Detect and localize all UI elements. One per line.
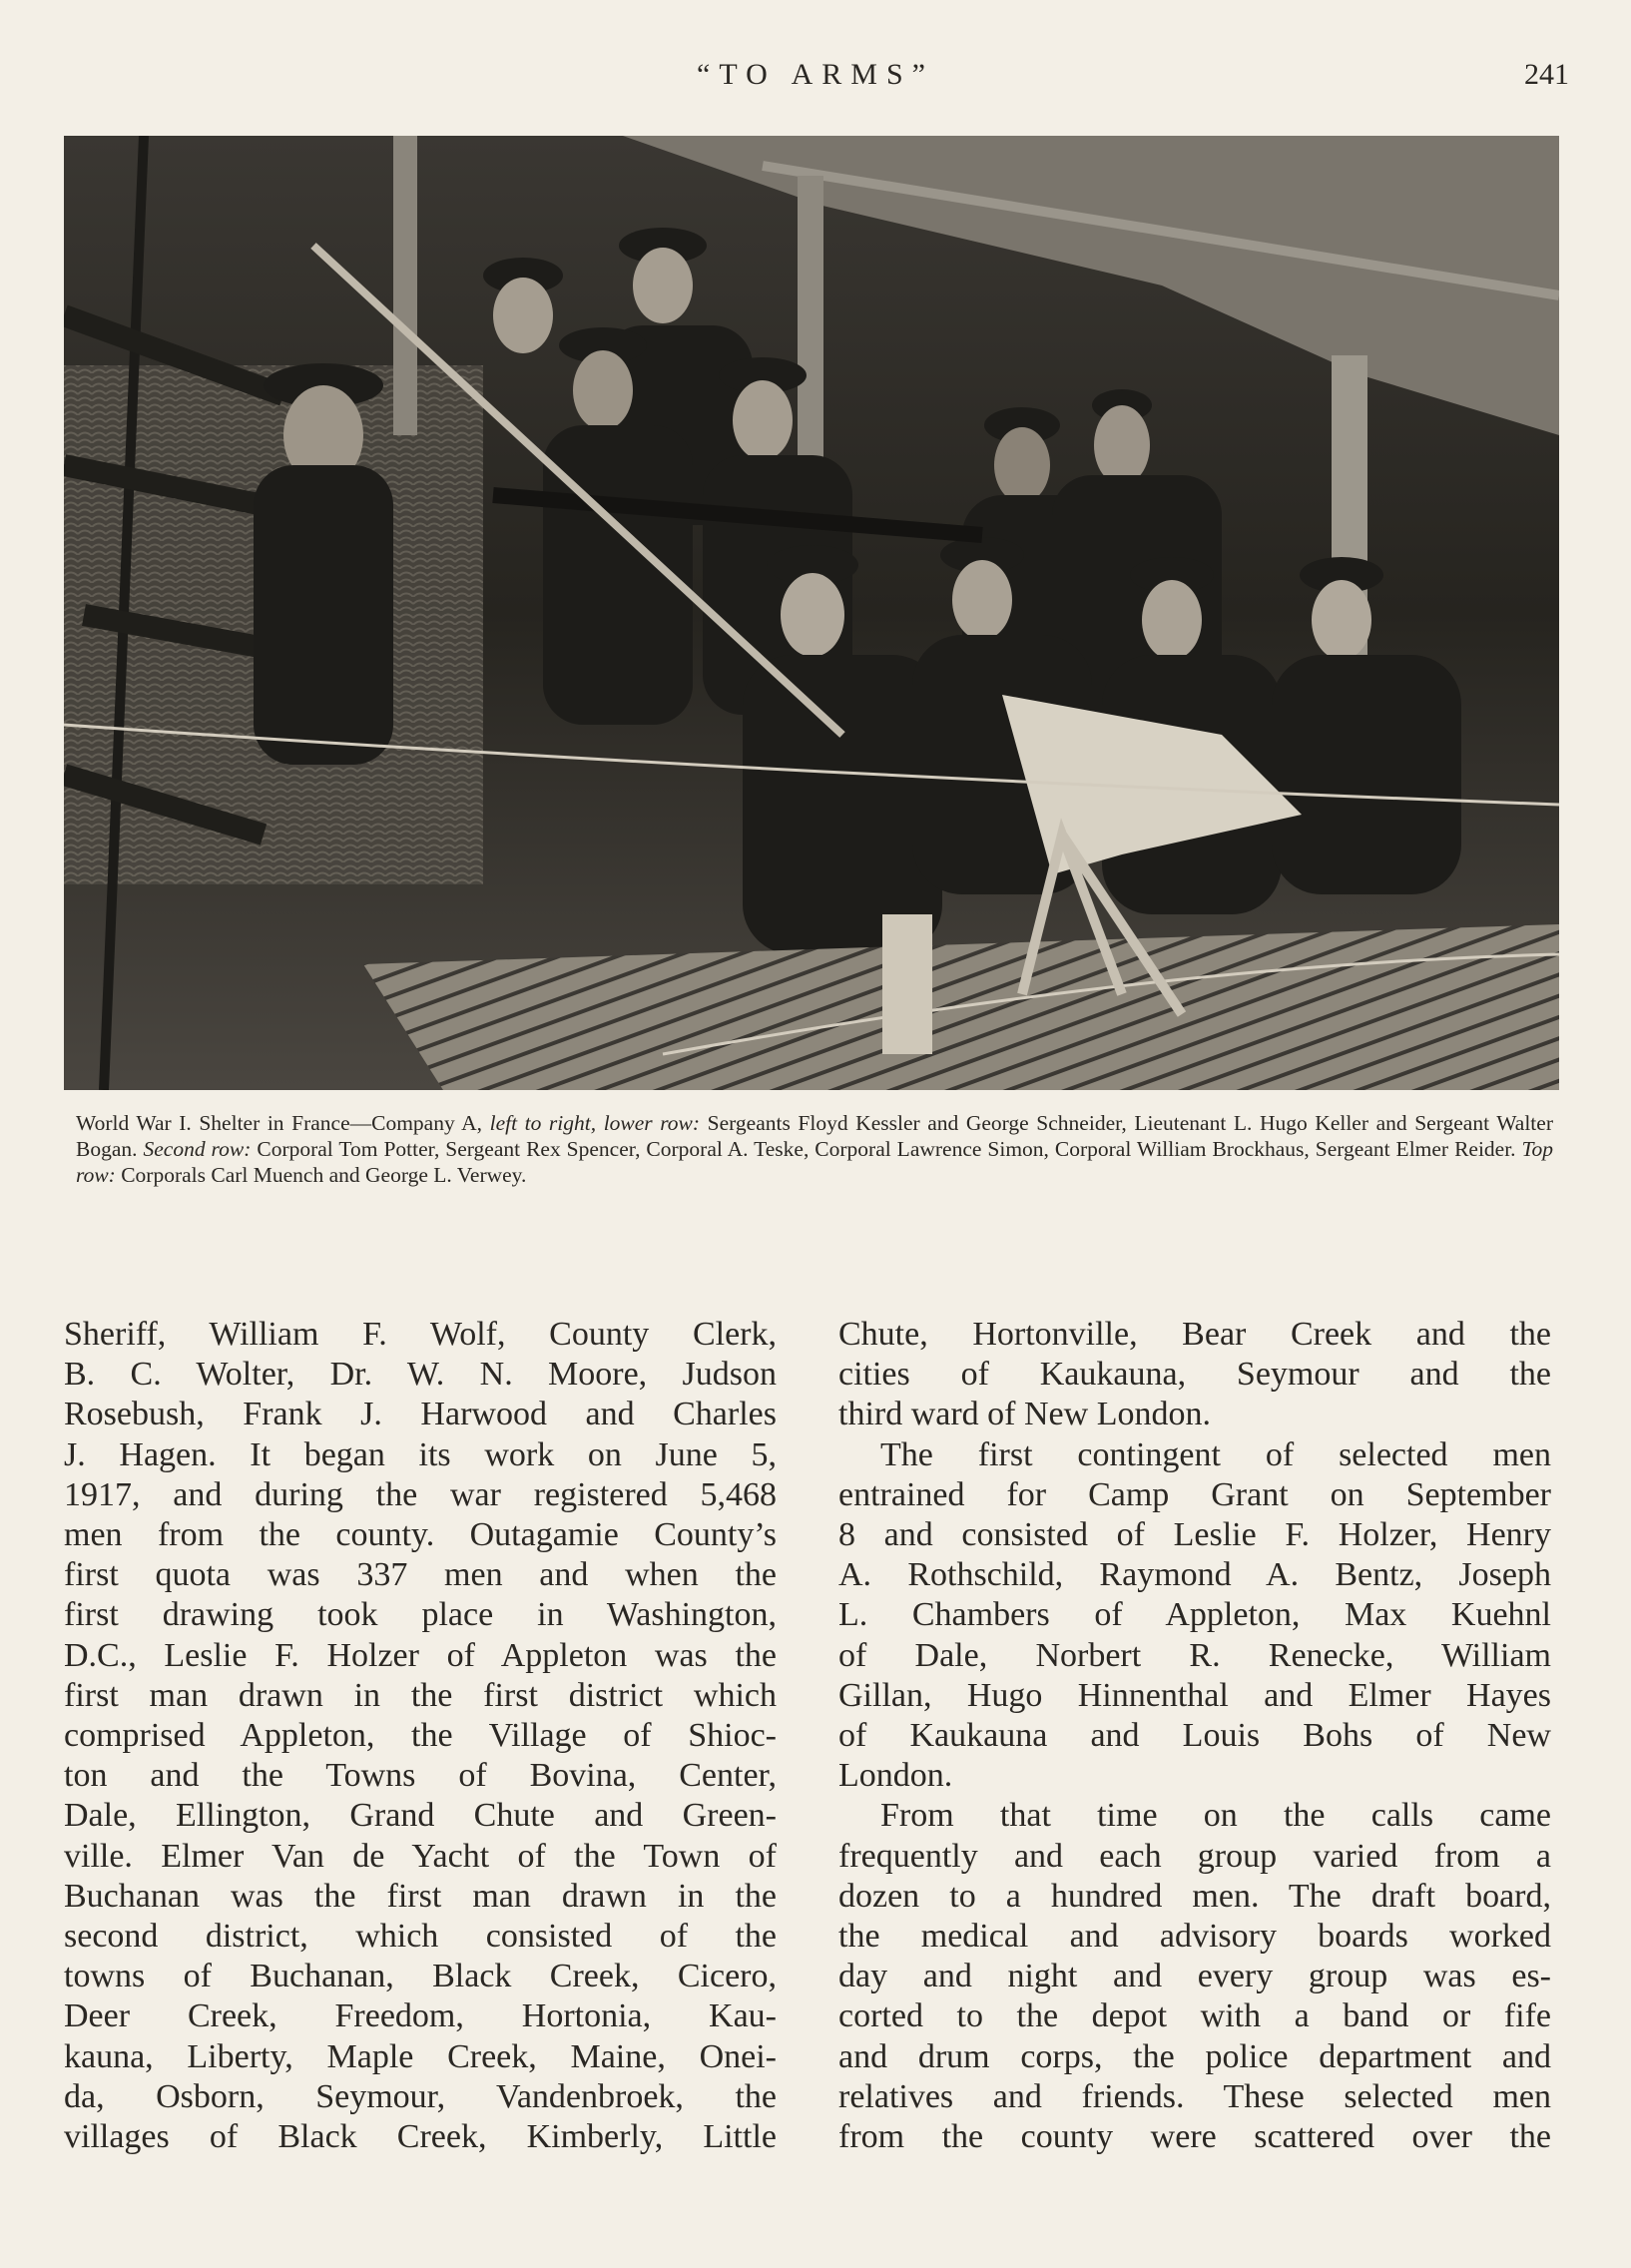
caption-lead: World War I. Shelter in France—Company A, bbox=[76, 1111, 483, 1135]
text-line: Rosebush, Frank J. Harwood and Charles bbox=[64, 1396, 777, 1433]
text-line: third ward of New London. bbox=[838, 1396, 1211, 1433]
text-line: relatives and friends. These selected men bbox=[838, 2077, 1551, 2115]
text-line: 1917, and during the war registered 5,468 bbox=[64, 1475, 777, 1513]
text-line: Gillan, Hugo Hinnenthal and Elmer Hayes bbox=[838, 1676, 1551, 1714]
text-line: frequently and each group varied from a bbox=[838, 1837, 1551, 1875]
text-line: da, Osborn, Seymour, Vandenbroek, the bbox=[64, 2077, 777, 2115]
caption-label-top-row: Top row: bbox=[76, 1137, 1554, 1187]
text-line: 8 and consisted of Leslie F. Holzer, Henry bbox=[838, 1516, 1551, 1554]
text-line: villages of Black Creek, Kimberly, Little bbox=[64, 2118, 777, 2156]
text-line: and drum corps, the police department and bbox=[838, 2037, 1551, 2075]
text-line: entrained for Camp Grant on September bbox=[838, 1475, 1551, 1513]
text-line: cities of Kaukauna, Seymour and the bbox=[838, 1356, 1551, 1394]
caption-second-row: Corporal Tom Potter, Sergeant Rex Spencer, Corporal A. Teske, Corporal Lawrence Simon, Corporal William Brockhaus, Sergeant Elmer Reider. bbox=[257, 1137, 1516, 1161]
text-line: ton and the Towns of Bovina, Center, bbox=[64, 1757, 777, 1795]
photo-caption bbox=[76, 1110, 1553, 1188]
text-line: dozen to a hundred men. The draft board, bbox=[838, 1877, 1551, 1915]
text-line: first man drawn in the first district which bbox=[64, 1676, 777, 1714]
text-line: corted to the depot with a band or fife bbox=[838, 1997, 1551, 2035]
text-line: of Kaukauna and Louis Bohs of New bbox=[838, 1717, 1551, 1755]
right-text-column bbox=[838, 1315, 1551, 2157]
text-line: J. Hagen. It began its work on June 5, bbox=[64, 1435, 777, 1473]
caption-top-row: Corporals Carl Muench and George L. Verwey. bbox=[121, 1163, 527, 1187]
text-line: the medical and advisory boards worked bbox=[838, 1918, 1551, 1956]
text-line: London. bbox=[838, 1757, 953, 1795]
text-line: Deer Creek, Freedom, Hortonia, Kau- bbox=[64, 1997, 777, 2035]
photo-icon bbox=[64, 136, 1559, 1090]
text-line: of Dale, Norbert R. Renecke, William bbox=[838, 1636, 1551, 1674]
text-line: first drawing took place in Washington, bbox=[64, 1596, 777, 1634]
text-line: Dale, Ellington, Grand Chute and Green- bbox=[64, 1797, 777, 1835]
caption-label-lower-row: left to right, lower row: bbox=[489, 1111, 701, 1135]
text-line: first quota was 337 men and when the bbox=[64, 1556, 777, 1594]
caption-label-second-row: Second row: bbox=[143, 1137, 252, 1161]
text-line: second district, which consisted of the bbox=[64, 1918, 777, 1956]
text-line: men from the county. Outagamie County’s bbox=[64, 1516, 777, 1554]
text-line: Buchanan was the first man drawn in the bbox=[64, 1877, 777, 1915]
text-line: comprised Appleton, the Village of Shioc- bbox=[64, 1717, 777, 1755]
text-line: D.C., Leslie F. Holzer of Appleton was the bbox=[64, 1636, 777, 1674]
text-line: Sheriff, William F. Wolf, County Clerk, bbox=[64, 1316, 777, 1353]
text-line: ville. Elmer Van de Yacht of the Town of bbox=[64, 1837, 777, 1875]
left-text-column bbox=[64, 1315, 777, 2157]
text-line: from the county were scattered over the bbox=[838, 2118, 1551, 2156]
text-line: The first contingent of selected men bbox=[880, 1435, 1551, 1473]
page-number: 241 bbox=[1524, 58, 1569, 91]
caption-lower-row: Sergeants Floyd Kessler and George Schneider, Lieutenant L. Hugo Keller and Sergeant Walter Bogan. bbox=[76, 1111, 1553, 1161]
text-line: towns of Buchanan, Black Creek, Cicero, bbox=[64, 1958, 777, 1995]
running-head: “TO ARMS” bbox=[697, 58, 934, 91]
historical-photo bbox=[64, 136, 1559, 1090]
text-line: A. Rothschild, Raymond A. Bentz, Joseph bbox=[838, 1556, 1551, 1594]
text-line: L. Chambers of Appleton, Max Kuehnl bbox=[838, 1596, 1551, 1634]
text-line: B. C. Wolter, Dr. W. N. Moore, Judson bbox=[64, 1356, 777, 1394]
text-line: Chute, Hortonville, Bear Creek and the bbox=[838, 1316, 1551, 1353]
text-line: day and night and every group was es- bbox=[838, 1958, 1551, 1995]
text-line: kauna, Liberty, Maple Creek, Maine, Onei- bbox=[64, 2037, 777, 2075]
text-line: From that time on the calls came bbox=[880, 1797, 1551, 1835]
